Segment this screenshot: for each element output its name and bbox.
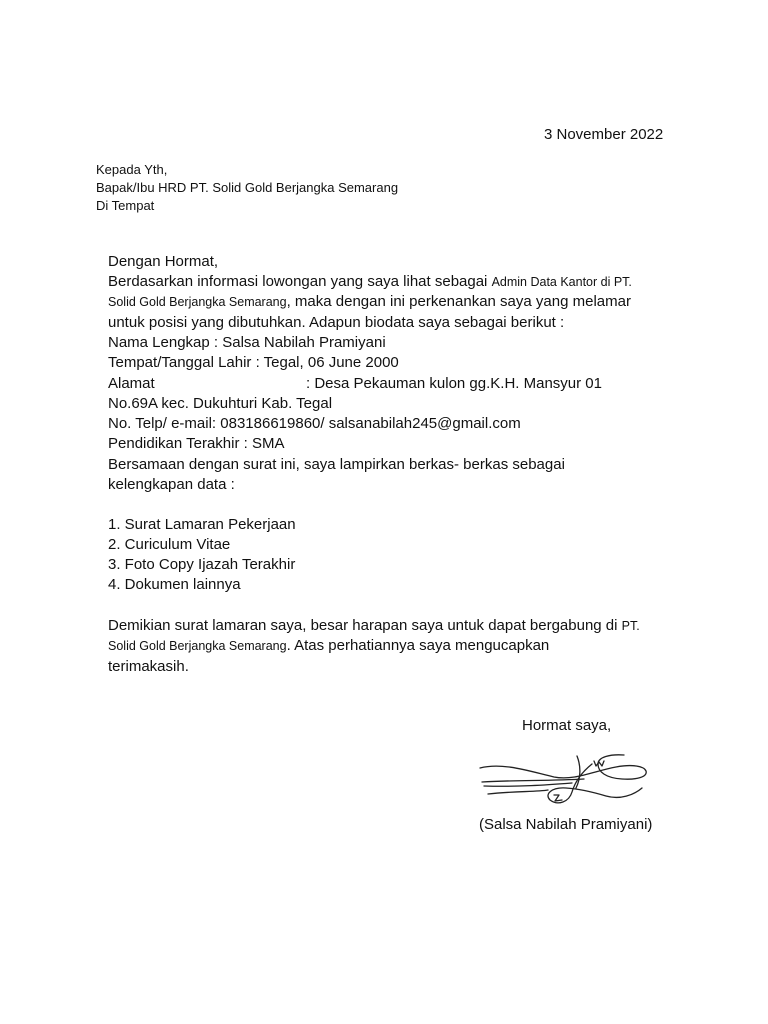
closing-line-3: terimakasih. [108, 658, 189, 675]
biodata-address-value: : Desa Pekauman kulon gg.K.H. Mansyur 01 [306, 375, 602, 392]
attachments-intro-line-2: kelengkapan data : [108, 476, 235, 493]
recipient-line-3: Di Tempat [96, 198, 155, 213]
intro-line-2-company: Solid Gold Berjangka Semarang [108, 295, 287, 309]
closing-line-1-main: Demikian surat lamaran saya, besar harapan saya untuk dapat bergabung di [108, 617, 622, 634]
signature-image [474, 750, 658, 810]
biodata-address-label: Alamat [108, 375, 155, 392]
closing-line-2 [108, 638, 549, 653]
sign-off: Hormat saya, [522, 717, 612, 734]
intro-line-2-main: , maka dengan ini perkenankan saya yang melamar [286, 293, 631, 310]
recipient-line-2: Bapak/Ibu HRD PT. Solid Gold Berjangka Semarang [96, 180, 399, 195]
biodata-contact: No. Telp/ e-mail: 083186619860/ salsanabilah245@gmail.com [108, 415, 521, 432]
intro-line-1 [108, 274, 632, 289]
signatory-name: (Salsa Nabilah Pramiyani) [479, 816, 653, 833]
list-item: 2. Curiculum Vitae [108, 536, 231, 553]
intro-line-3: untuk posisi yang dibutuhkan. Adapun biodata saya sebagai berikut : [108, 314, 565, 331]
letter-date: 3 November 2022 [544, 126, 664, 143]
list-item: 4. Dokumen lainnya [108, 576, 241, 593]
greeting: Dengan Hormat, [108, 253, 219, 270]
closing-line-2-company: Solid Gold Berjangka Semarang [108, 639, 287, 653]
biodata-name: Nama Lengkap : Salsa Nabilah Pramiyani [108, 334, 386, 351]
list-item: 1. Surat Lamaran Pekerjaan [108, 516, 296, 533]
biodata-address-continued: No.69A kec. Dukuhturi Kab. Tegal [108, 395, 333, 412]
closing-line-1 [108, 618, 640, 633]
intro-line-1-main: Berdasarkan informasi lowongan yang saya lihat sebagai [108, 273, 492, 290]
closing-line-1-pt: PT. [621, 619, 640, 633]
closing-line-2-main: . Atas perhatiannya saya mengucapkan [286, 637, 550, 654]
biodata-education: Pendidikan Terakhir : SMA [108, 435, 285, 452]
biodata-birth: Tempat/Tanggal Lahir : Tegal, 06 June 2000 [108, 354, 399, 371]
recipient-line-1: Kepada Yth, [96, 162, 168, 177]
list-item: 3. Foto Copy Ijazah Terakhir [108, 556, 296, 573]
intro-line-2 [108, 294, 631, 309]
attachments-intro-line-1: Bersamaan dengan surat ini, saya lampirkan berkas- berkas sebagai [108, 456, 565, 473]
intro-line-1-position: Admin Data Kantor di PT. [491, 275, 632, 289]
